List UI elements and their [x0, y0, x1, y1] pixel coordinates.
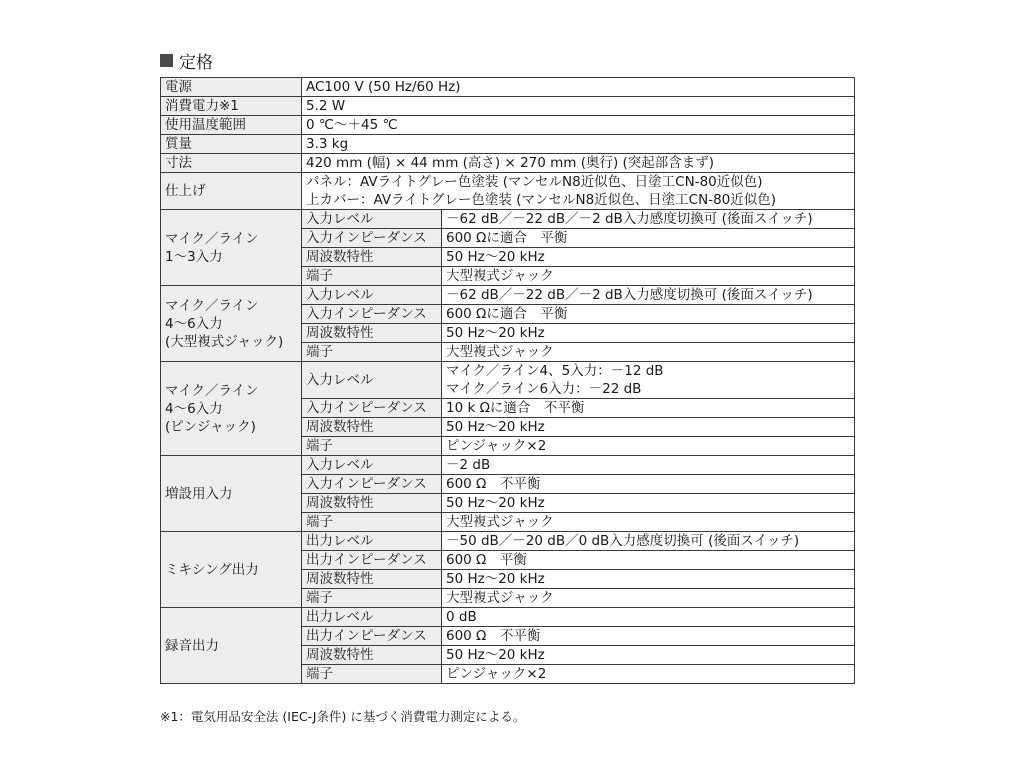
group-label-line: (大型複式ジャック)	[165, 333, 284, 350]
param-value-line: －62 dB／－22 dB／－2 dB入力感度切換可 (後面スイッチ)	[446, 211, 813, 227]
param-name: 出力レベル	[302, 532, 442, 551]
table-row	[161, 154, 855, 173]
param-value	[442, 399, 855, 418]
table-row	[161, 173, 855, 210]
spec-value-line: 上カバー：AVライトグレー色塗装 (マンセルN8近似色、日塗工CN-80近似色)	[306, 192, 777, 208]
group-label	[161, 608, 302, 684]
param-value-line: 600 Ω 不平衡	[446, 628, 541, 644]
spec-value: 5.2 W	[302, 97, 855, 116]
group-label-line: 1～3入力	[165, 248, 223, 265]
param-value-line: マイク／ライン6入力：－22 dB	[446, 381, 642, 397]
param-value-line: 50 Hz～20 kHz	[446, 571, 545, 587]
param-value-line: ピンジャック×2	[446, 666, 547, 682]
table-row	[161, 362, 855, 399]
spec-label: 仕上げ	[161, 173, 302, 210]
group-label-line: 4～6入力	[165, 400, 223, 417]
param-value	[442, 210, 855, 229]
param-name: 端子	[302, 267, 442, 286]
spec-label: 質量	[161, 135, 302, 154]
param-value	[442, 494, 855, 513]
table-row	[161, 135, 855, 154]
param-name: 入力インピーダンス	[302, 229, 442, 248]
param-value	[442, 608, 855, 627]
param-name: 端子	[302, 343, 442, 362]
group-label-line: マイク／ライン	[165, 382, 259, 399]
param-value-line: －62 dB／－22 dB／－2 dB入力感度切換可 (後面スイッチ)	[446, 287, 813, 303]
spec-label: 消費電力※1	[161, 97, 302, 116]
param-value-line: ピンジャック×2	[446, 438, 547, 454]
param-value-line: マイク／ライン4、5入力：－12 dB	[446, 363, 664, 379]
spec-label: 電源	[161, 78, 302, 97]
param-name: 入力レベル	[302, 286, 442, 305]
param-value-line: 0 dB	[446, 609, 477, 625]
param-value	[442, 418, 855, 437]
table-row	[161, 97, 855, 116]
param-name: 端子	[302, 437, 442, 456]
spec-value: AC100 V (50 Hz/60 Hz)	[302, 78, 855, 97]
param-value	[442, 305, 855, 324]
param-value-line: 50 Hz～20 kHz	[446, 419, 545, 435]
param-value	[442, 267, 855, 286]
param-value-line: －2 dB	[446, 457, 491, 473]
param-name: 出力インピーダンス	[302, 627, 442, 646]
param-value	[442, 248, 855, 267]
group-label	[161, 210, 302, 286]
param-value-line: 600 Ωに適合 平衡	[446, 230, 568, 246]
group-label-line: マイク／ライン	[165, 297, 259, 314]
group-label-line: 増設用入力	[165, 485, 233, 502]
table-row	[161, 532, 855, 551]
group-label-line: 録音出力	[165, 637, 219, 654]
group-label-line: ミキシング出力	[165, 561, 259, 578]
spec-label: 寸法	[161, 154, 302, 173]
group-label-line: マイク／ライン	[165, 230, 259, 247]
param-value	[442, 665, 855, 684]
param-value	[442, 551, 855, 570]
group-label	[161, 532, 302, 608]
param-value-line: 大型複式ジャック	[446, 590, 554, 606]
param-name: 入力インピーダンス	[302, 399, 442, 418]
param-value-line: 10 k Ωに適合 不平衡	[446, 400, 585, 416]
param-value	[442, 646, 855, 665]
spec-value-line: パネル：AVライトグレー色塗装 (マンセルN8近似色、日塗工CN-80近似色)	[306, 174, 763, 190]
param-value	[442, 437, 855, 456]
param-value	[442, 513, 855, 532]
group-label	[161, 362, 302, 456]
param-name: 周波数特性	[302, 324, 442, 343]
table-row	[161, 608, 855, 627]
param-name: 周波数特性	[302, 418, 442, 437]
param-value	[442, 456, 855, 475]
param-name: 入力インピーダンス	[302, 475, 442, 494]
table-row	[161, 210, 855, 229]
param-value	[442, 532, 855, 551]
footnote: ※1：電気用品安全法 (IEC-J条件) に基づく消費電力測定による。	[160, 709, 526, 724]
spec-value	[302, 173, 855, 210]
square-bullet-icon	[160, 54, 173, 67]
param-value	[442, 589, 855, 608]
spec-value: 420 mm (幅) × 44 mm (高さ) × 270 mm (奥行) (突起部含まず)	[302, 154, 855, 173]
param-value	[442, 570, 855, 589]
table-row	[161, 78, 855, 97]
param-name: 入力レベル	[302, 456, 442, 475]
param-value	[442, 475, 855, 494]
section-title: 定格	[179, 52, 213, 73]
param-value-line: 50 Hz～20 kHz	[446, 325, 545, 341]
table-row	[161, 286, 855, 305]
spec-table-body	[161, 78, 855, 684]
param-name: 入力インピーダンス	[302, 305, 442, 324]
group-label	[161, 456, 302, 532]
param-name: 出力インピーダンス	[302, 551, 442, 570]
param-value-line: 600 Ω 平衡	[446, 552, 527, 568]
spec-value: 3.3 kg	[302, 135, 855, 154]
table-row	[161, 456, 855, 475]
param-name: 周波数特性	[302, 646, 442, 665]
param-value	[442, 627, 855, 646]
param-value	[442, 362, 855, 399]
param-value-line: 大型複式ジャック	[446, 344, 554, 360]
param-name: 入力レベル	[302, 362, 442, 399]
group-label	[161, 286, 302, 362]
param-value-line: 600 Ωに適合 平衡	[446, 306, 568, 322]
param-name: 入力レベル	[302, 210, 442, 229]
spec-table	[160, 77, 855, 684]
param-name: 端子	[302, 589, 442, 608]
spec-label: 使用温度範囲	[161, 116, 302, 135]
param-value-line: 50 Hz～20 kHz	[446, 249, 545, 265]
param-name: 出力レベル	[302, 608, 442, 627]
param-name: 周波数特性	[302, 494, 442, 513]
param-value-line: 大型複式ジャック	[446, 268, 554, 284]
param-name: 周波数特性	[302, 570, 442, 589]
param-value	[442, 229, 855, 248]
spec-value: 0 ℃～＋45 ℃	[302, 116, 855, 135]
group-label-line: (ピンジャック)	[165, 418, 256, 435]
param-value-line: 50 Hz～20 kHz	[446, 495, 545, 511]
param-value	[442, 286, 855, 305]
section-heading	[160, 48, 213, 72]
param-value-line: 600 Ω 不平衡	[446, 476, 541, 492]
table-row	[161, 116, 855, 135]
param-value-line: 50 Hz～20 kHz	[446, 647, 545, 663]
param-name: 周波数特性	[302, 248, 442, 267]
param-name: 端子	[302, 665, 442, 684]
param-value	[442, 343, 855, 362]
param-value	[442, 324, 855, 343]
param-value-line: －50 dB／－20 dB／0 dB入力感度切換可 (後面スイッチ)	[446, 533, 800, 549]
param-value-line: 大型複式ジャック	[446, 514, 554, 530]
param-name: 端子	[302, 513, 442, 532]
group-label-line: 4～6入力	[165, 315, 223, 332]
